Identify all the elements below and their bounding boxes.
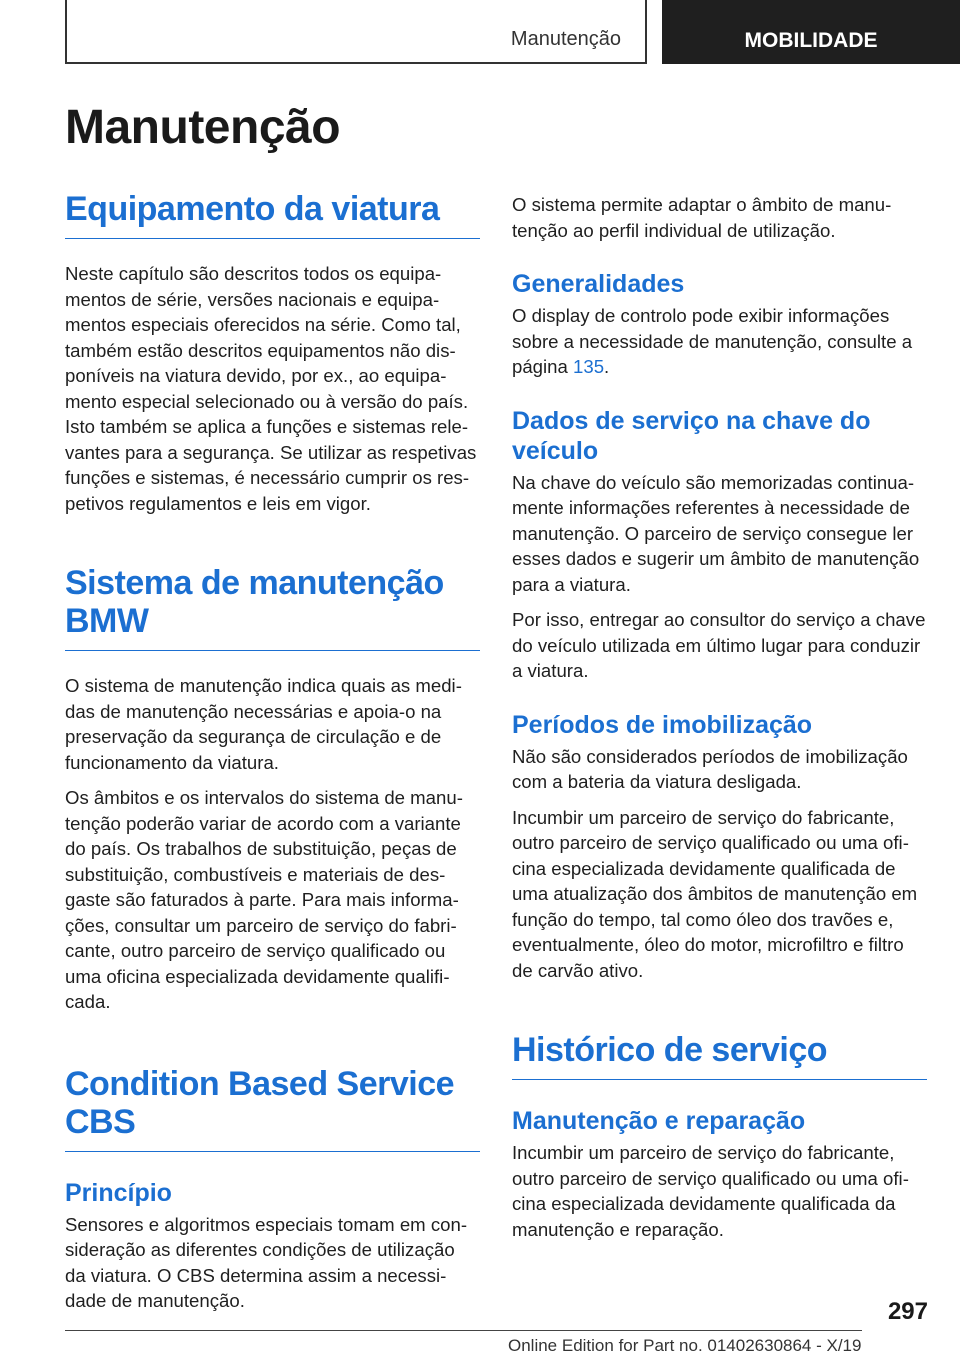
section-title-equipamento: Equipamento da viatura [65,190,480,239]
section-title-sistema-bmw: Sistema de manutenção BMW [65,564,480,651]
right-column [512,190,927,1242]
subsection-title-generalidades: Generalidades [512,270,685,298]
footer-divider [65,1330,862,1331]
paragraph-intro: O sistema permite adaptar o âmbito de manutenção ao perfil individual de utilização. [512,194,892,241]
subsection-title-periodos: Períodos de imobilização [512,710,813,739]
subsection-title-manutencao-reparacao: Manutenção e reparação [512,1107,806,1135]
paragraph-dados-servico-1: Na chave do veículo são memorizadas continuamente informações referentes à necessidade de manutenção. O parceiro de serviço consegue ler esses dados e sugerir um âmbito de manutenção para a viatura. [512,471,920,595]
left-column [65,190,480,1314]
subsection-title-principio: Princípio [65,1178,172,1207]
header-section-label: Manutenção [510,28,621,50]
page-number: 297 [887,1298,928,1325]
paragraph-sistema-bmw-2: Os âmbitos e os intervalos do sistema de manutenção poderão variar de acordo com a variante do país. Os trabalhos de substituição, peças de substituição, combustíveis e materiais de desgaste são faturados à parte. Para mais informações, consultar um parceiro de serviço do fabricante, outro parceiro de serviço qualificado ou uma oficina especializada devidamente qualificada. [65,787,463,1012]
paragraph-periodos-1: Não são considerados períodos de imobilização com a bateria da viatura desligada. [512,745,908,792]
generalidades-end: . [604,356,610,377]
paragraph-principio: Sensores e algoritmos especiais tomam em consideração as diferentes condições de utilização da viatura. O CBS determina assim a necessidade de manutenção. [65,1213,468,1311]
paragraph-dados-servico-2: Por isso, entregar ao consultor do serviço a chave do veículo utilizada em último lugar para conduzir a viatura. [512,609,926,681]
page-title: Manutenção [65,101,341,154]
generalidades-text: O display de controlo pode exibir informações sobre a necessidade de manutenção, consulte a página [512,305,913,377]
paragraph-equipamento: Neste capítulo são descritos todos os equipamentos de série, versões nacionais e equipamentos especiais oferecidos na série. Como tal, também estão descritos equipamentos não disponíveis na viatura devido, por ex., ao equipamento especial selecionado ou à versão do país. Isto também se aplica a funções e sistemas relevantes para a segurança. Se utilizar as respetivas funções e sistemas, é necessário cumprir os respetivos regulamentos e leis em vigor. [65,263,477,514]
section-title-cbs: Condition Based Service CBS [65,1065,480,1152]
paragraph-generalidades [512,303,927,380]
section-title-historico: Histórico de serviço [512,1031,927,1080]
paragraph-manutencao-reparacao: Incumbir um parceiro de serviço do fabricante, outro parceiro de serviço qualificado ou uma oficina especializada devidamente qualificada da manutenção e reparação. [512,1142,909,1240]
subsection-title-dados-servico: Dados de serviço na chave do veículo [512,406,871,465]
page-link-135[interactable]: 135 [573,356,605,377]
header-chapter-label: MOBILIDADE [662,0,960,64]
paragraph-sistema-bmw-1: O sistema de manutenção indica quais as medidas de manutenção necessárias e apoia-o na preservação da segurança de circulação e de funcionamento da viatura. [65,675,462,773]
header-tab [65,0,647,64]
paragraph-periodos-2: Incumbir um parceiro de serviço do fabricante, outro parceiro de serviço qualificado ou uma oficina especializada devidamente qualificada de uma atualização dos âmbitos de manutenção em função do tempo, tal como óleo dos travões e, eventualmente, óleo do motor, microfiltro e filtro de carvão ativo. [512,806,918,981]
footer-edition: Online Edition for Part no. 01402630864 - X/19 [508,1336,862,1355]
